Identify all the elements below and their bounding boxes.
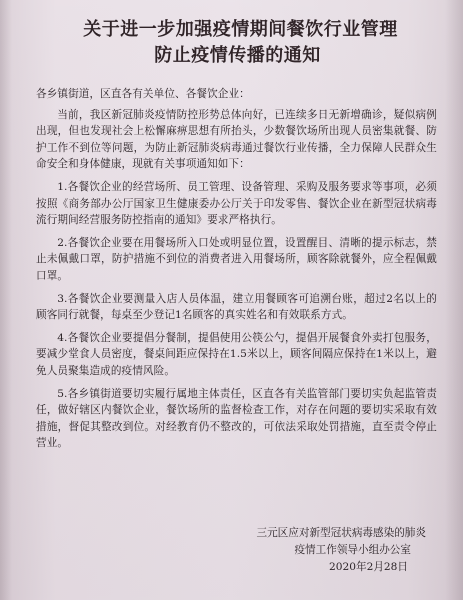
intro-paragraph: 当前，我区新冠肺炎疫情防控形势总体向好，已连续多日无新增确诊，疑似病例出现，但也发现社会上松懈麻痹思想有所抬头，少数餐饮场所出现人员密集就餐、防护工作不到位等问题，为防止新冠肺炎病毒通过餐饮行业传播，全力保障人民群众生命安全和身体健康，现就有关事项通知如下： bbox=[36, 108, 437, 171]
notice-item-3: 3.各餐饮企业要测量入店人员体温，建立用餐顾客可追溯台账，超过2名以上的顾客同行就餐，每桌至少登记1名顾客的真实姓名和有效联系方式。 bbox=[36, 292, 437, 322]
left-paper-shadow bbox=[0, 0, 12, 600]
issuer-line-2: 疫情工作领导小组办公室 bbox=[294, 544, 411, 556]
notice-item-4: 4.各餐饮企业要提倡分餐制，提倡使用公筷公勺，提倡开展餐食外卖打包服务，要减少堂食人员密度，餐桌间距应保持在1.5米以上，顾客间隔应保持在1米以上，避免人员聚集造成的疫情风险。 bbox=[36, 331, 437, 377]
notice-item-2: 2.各餐饮企业要在用餐场所入口处或明显位置，设置醒目、清晰的提示标志，禁止未佩戴口罩，防护措施不到位的消费者进入用餐场所，顾客除就餐外，应全程佩戴口罩。 bbox=[36, 236, 437, 282]
document-body bbox=[36, 86, 437, 452]
right-paper-shadow bbox=[445, 0, 463, 600]
notice-item-1: 1.各餐饮企业的经营场所、员工管理、设备管理、采购及服务要求等事项，必须按照《商务部办公厅国家卫生健康委办公厅关于印发零售、餐饮企业在新型冠状病毒流行期间经营服务防控指南的通知》要求严格执行。 bbox=[36, 180, 437, 227]
document-title-line-2: 防止疫情传播的通知 bbox=[154, 45, 321, 66]
issue-date: 2020年2月28日 bbox=[329, 561, 408, 573]
issuer-line-1: 三元区应对新型冠状病毒感染的肺炎 bbox=[256, 527, 426, 539]
salutation: 各乡镇街道，区直各有关单位、各餐饮企业： bbox=[36, 88, 250, 100]
notice-item-5: 5.各乡镇街道要切实履行属地主体责任，区直各有关监管部门要切实负起监管责任，做好辖区内餐饮企业，餐饮场所的监督检查工作，对存在问题的要切实采取有效措施，督促其整改到位。对经教育仍不整改的，可依法采取处罚措施，直至责令停止营业。 bbox=[36, 387, 437, 450]
document-title-line-1: 关于进一步加强疫情期间餐饮行业管理 bbox=[83, 19, 398, 40]
issuer-signature bbox=[241, 525, 426, 576]
